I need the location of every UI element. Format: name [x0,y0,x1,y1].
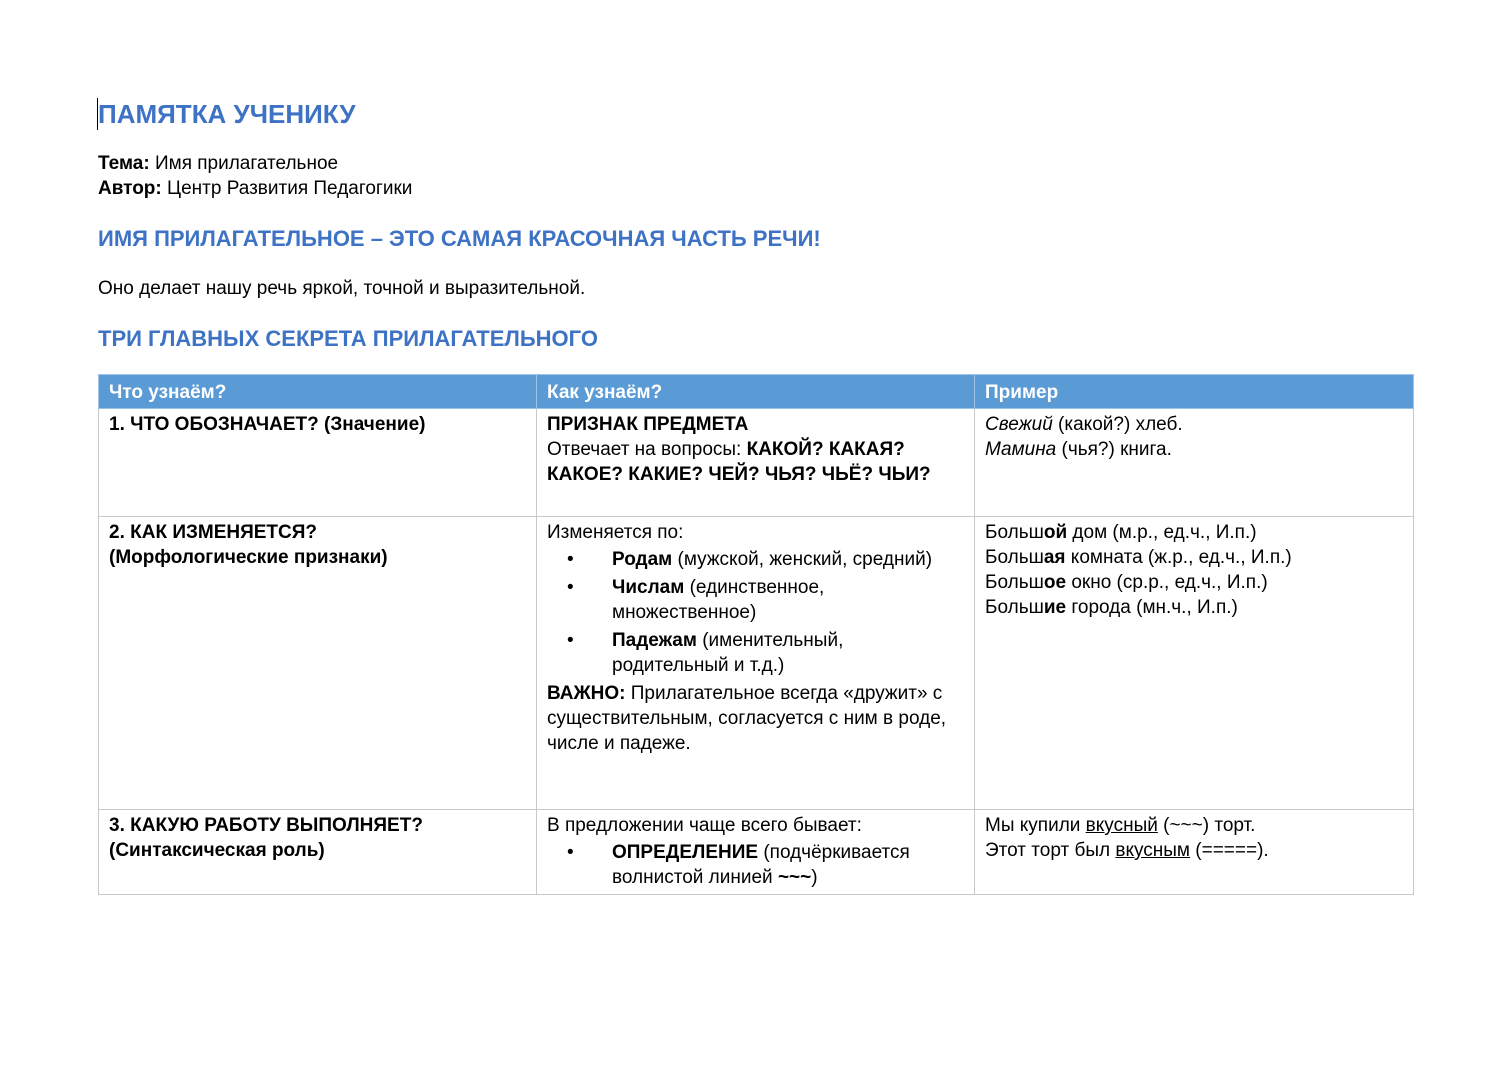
row1-how-questions: КАКОЙ? КАКАЯ? КАКОЕ? КАКИЕ? ЧЕЙ? ЧЬЯ? ЧЬЁ? ЧЬИ? [547,439,931,485]
example-stem: Больш [985,547,1044,568]
example-pre: Этот торт был [985,840,1116,861]
bullet-term: ОПРЕДЕЛЕНИЕ [612,842,759,863]
row2-example [975,517,1414,810]
bullet-rest: (мужской, женский, средний) [672,549,933,570]
row1-how-prefix: Отвечает на вопросы: [547,439,747,460]
row2-important-note [547,681,964,756]
row3-how [537,810,975,895]
table-header-row [99,375,1414,409]
row3-example-1 [985,813,1403,838]
topic-label: Тема: [98,153,150,174]
row3-question [99,810,537,895]
important-label: ВАЖНО: [547,683,626,704]
row1-example-1 [985,412,1403,437]
row1-how [537,409,975,517]
example-word: Мамина [985,439,1057,460]
bullet-term: Падежам [612,630,697,651]
list-item [547,840,964,890]
table-row [99,810,1414,895]
document-meta [98,151,1413,201]
row3-example-2 [985,838,1403,863]
document-title: ПАМЯТКА УЧЕНИКУ [98,99,356,129]
underlined-word: вкусным [1115,840,1190,861]
row1-how-title: ПРИЗНАК ПРЕДМЕТА [547,414,749,435]
row1-example-2 [985,437,1403,462]
bullet-close: ) [811,867,818,888]
row2-bullet-list [547,547,964,678]
row2-how-intro: Изменяется по: [547,522,684,543]
row2-question-line1: 2. КАК ИЗМЕНЯЕТСЯ? [109,522,318,543]
row2-example-line [985,595,1403,620]
document-page [98,95,1413,895]
topic-value: Имя прилагательное [154,153,339,174]
row3-question-line2: (Синтаксическая роль) [109,840,325,861]
example-ending: ая [1043,547,1066,568]
author-value: Центр Развития Педагогики [167,178,413,199]
section-heading-1: ИМЯ ПРИЛАГАТЕЛЬНОЕ – ЭТО САМАЯ КРАСОЧНАЯ ЧАСТЬ РЕЧИ! [98,226,821,251]
row2-question-line2: (Морфологические признаки) [109,547,388,568]
row3-bullet-list [547,840,964,890]
topic-line [98,151,1413,176]
example-rest: (чья?) книга. [1056,439,1172,460]
example-rest: окно (ср.р., ед.ч., И.п.) [1066,572,1268,593]
example-rest: города (мн.ч., И.п.) [1066,597,1238,618]
example-pre: Мы купили [985,815,1086,836]
author-line [98,176,1413,201]
table-row [99,517,1414,810]
example-post: (=====). [1190,840,1269,861]
author-label: Автор: [98,178,162,199]
example-rest: (какой?) хлеб. [1052,414,1183,435]
bullet-term: Числам [612,577,685,598]
secrets-table [98,374,1414,895]
row3-how-intro: В предложении чаще всего бывает: [547,815,862,836]
example-post: (~~~) торт. [1157,815,1256,836]
underlined-word: вкусный [1085,815,1158,836]
header-how: Как узнаём? [537,375,975,409]
example-rest: комната (ж.р., ед.ч., И.п.) [1065,547,1292,568]
row2-question [99,517,537,810]
wavy-mark: ~~~ [777,867,812,888]
bullet-rest: (подчёркивается волнистой линией [612,842,910,888]
example-stem: Больш [985,597,1044,618]
bullet-rest: (именительный, родительный и т.д.) [612,630,844,676]
row2-example-line [985,520,1403,545]
row3-example [975,810,1414,895]
example-stem: Больш [985,522,1044,543]
list-item [547,628,964,678]
row2-how [537,517,975,810]
table-row [99,409,1414,517]
bullet-rest: (единственное, множественное) [612,577,825,623]
example-ending: ие [1043,597,1067,618]
intro-paragraph: Оно делает нашу речь яркой, точной и выразительной. [98,278,586,299]
row3-question-line1: 3. КАКУЮ РАБОТУ ВЫПОЛНЯЕТ? [109,815,423,836]
important-text: Прилагательное всегда «дружит» с существительным, согласуется с ним в роде, числе и падеже. [547,683,947,754]
example-ending: ое [1043,572,1067,593]
example-word: Свежий [985,414,1053,435]
text-cursor [97,98,98,130]
example-ending: ой [1043,522,1068,543]
row1-question: 1. ЧТО ОБОЗНАЧАЕТ? (Значение) [99,409,537,517]
header-example: Пример [975,375,1414,409]
example-rest: дом (м.р., ед.ч., И.п.) [1067,522,1257,543]
section-heading-2: ТРИ ГЛАВНЫХ СЕКРЕТА ПРИЛАГАТЕЛЬНОГО [98,326,598,351]
bullet-term: Родам [612,549,673,570]
header-what: Что узнаём? [99,375,537,409]
row1-example [975,409,1414,517]
example-stem: Больш [985,572,1044,593]
row2-example-line [985,545,1403,570]
list-item [547,547,964,572]
list-item [547,575,964,625]
row2-example-line [985,570,1403,595]
